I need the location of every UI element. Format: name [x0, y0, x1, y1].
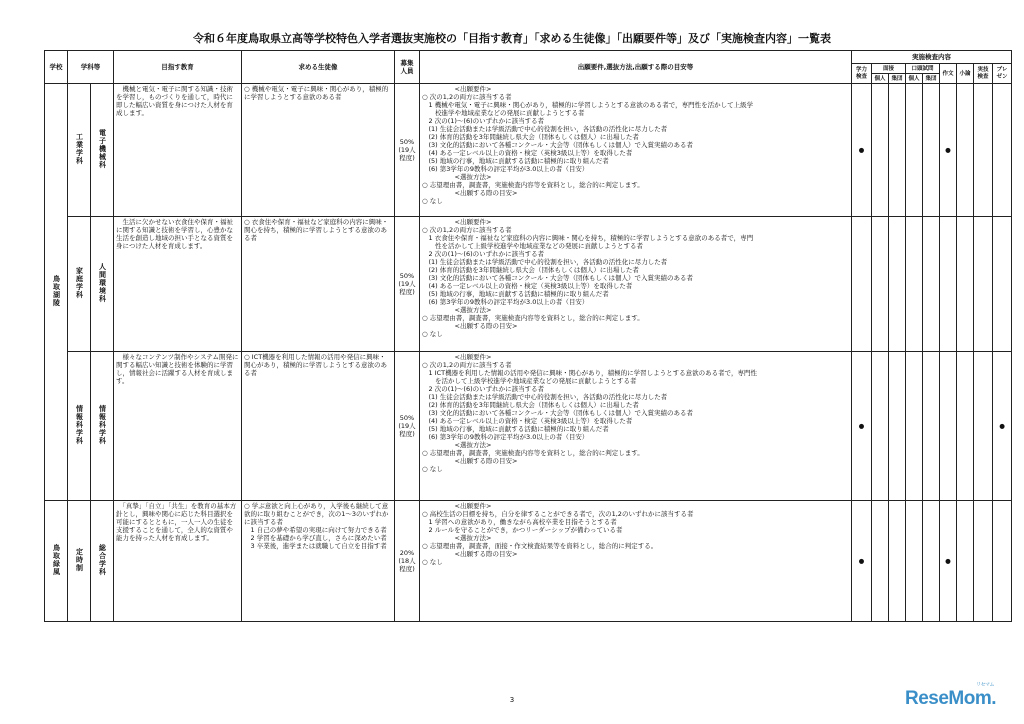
aim-text: 様々なコンテンツ制作やシステム開発に関する幅広い知識と技術を体験的に学習し，情報社会に活躍する人材を育成します。 [114, 352, 242, 501]
mark-cell [872, 84, 889, 217]
header-quota: 募集 人員 [395, 51, 420, 84]
mark-cell [940, 352, 957, 501]
dept-name: 電子機械科 [91, 84, 114, 217]
dept-group: 工業学科 [68, 84, 91, 217]
mark-cell [974, 217, 993, 352]
mark-cell [923, 84, 940, 217]
table-row [45, 352, 1012, 501]
quota-text: 50% (19人 程度) [395, 352, 420, 501]
requirements-text: <出願要件> ○ 次の1,2の両方に該当する者 1 ICT機器を利用した情報の活用や発信に興味・関心があり，積極的に学習しようとする意欲のある者で，専門性 を活かして上級学校進学や地域産業などの発展に貢献しようとする者 2 次の(1)～(6)のいずれかに該当する者 (1) 生徒会活動または学級活動で中心的役割を担い，各活動の活性化に尽力した者 (2) 体育的活動を3年間継続し県大会（団体もしくは個人）に出場した者 (3) 文化的活動において各種コンクール・大会等（団体もしくは個人）で入賞実績のある者 (4) ある一定レベル以上の資格・検定（英検3級以上等）を取得した者 (5) 地域の行事，地域に貢献する活動に積極的に取り組んだ者 (6) 第3学年の9教科の評定平均が3.0以上の者（目安） <選抜方法> ○ 志望理由書，調査書，実施検査内容等を資料とし，総合的に判定します。 <出願する際の目安> ○ なし [420, 352, 852, 501]
requirements-text: <出願要件> ○ 高校生活の目標を持ち，自分を律することができる者で，次の1,2のいずれかに該当する者 1 学習への意欲があり，働きながら高校卒業を目指そうとする者 2 ルールを守ることができ，かつリーダーシップが備わっている者 <選抜方法> ○ 志望理由書，調査書，面接・作文検査結果等を資料とし，総合的に判定する。 <出願する際の目安> ○ なし [420, 501, 852, 622]
dept-name: 情報科学科 [91, 352, 114, 501]
aim-text: 生活に欠かせない衣食住や保育・福祉に関する知識と技術を学習し，心豊かな生活を創造し地域の担い手となる資質を身につけた人材を育成します。 [114, 217, 242, 352]
header-jitsugi: 実技 検査 [974, 64, 993, 84]
dept-group: 定時制 [68, 501, 91, 622]
header-mensetsu-kojin: 個人 [872, 74, 889, 84]
mark-cell [906, 84, 923, 217]
mark-cell [993, 217, 1012, 352]
student-text: ○ ICT機器を利用した情報の活用や発信に興味・関心があり，積極的に学習しようとする意欲のある者 [242, 352, 395, 501]
aim-text: 「真摯」「自立」「共生」を教育の基本方針とし，興味や関心に応じた科目選択を可能にするとともに，一人一人の生徒を支援することを通して，全人的な資質や能力を持った人材を育成します。 [114, 501, 242, 622]
mark-cell: ● [852, 84, 872, 217]
header-koutou-kojin: 個人 [906, 74, 923, 84]
mark-cell [872, 501, 889, 622]
mark-cell [957, 501, 974, 622]
mark-cell [872, 352, 889, 501]
mark-cell [923, 352, 940, 501]
mark-cell: ● [940, 84, 957, 217]
resemom-logo: ReseMom. リセマム [905, 682, 997, 709]
header-koutou: 口頭試問 [906, 64, 940, 74]
mark-cell [889, 217, 906, 352]
quota-text: 50% (19人 程度) [395, 84, 420, 217]
header-mensetsu: 面接 [872, 64, 906, 74]
header-exam-group: 実施検査内容 [852, 51, 1012, 64]
header-presen: プレ ゼン [993, 64, 1012, 84]
mark-cell [974, 84, 993, 217]
mark-cell [957, 217, 974, 352]
header-mensetsu-shudan: 集団 [889, 74, 906, 84]
mark-cell [889, 84, 906, 217]
header-gakuryoku: 学力 検査 [852, 64, 872, 84]
mark-cell: ● [940, 501, 957, 622]
requirements-text: <出願要件> ○ 次の1,2の両方に該当する者 1 機械や電気・電子に興味・関心があり，積極的に学習しようとする意欲のある者で，専門性を活かして上級学 校進学や地域産業などの発展に貢献しようとする者 2 次の(1)～(6)のいずれかに該当する者 (1) 生徒会活動または学級活動で中心的役割を担い，各活動の活性化に尽力した者 (2) 体育的活動を3年間継続し県大会（団体もしくは個人）に出場した者 (3) 文化的活動において各種コンクール・大会等（団体もしくは個人）で入賞実績のある者 (4) ある一定レベル以上の資格・検定（英検3級以上等）を取得した者 (5) 地域の行事，地域に貢献する活動に積極的に取り組んだ者 (6) 第3学年の9教科の評定平均が3.0以上の者（目安） <選抜方法> ○ 志望理由書，調査書，実施検査内容等を資料とし，総合的に判定します。 <出願する際の目安> ○ なし [420, 84, 852, 217]
mark-cell: ● [852, 352, 872, 501]
quota-text: 50% (19人 程度) [395, 217, 420, 352]
dept-group: 情報科学科 [68, 352, 91, 501]
mark-cell [974, 352, 993, 501]
mark-cell [957, 352, 974, 501]
mark-cell: ● [852, 501, 872, 622]
mark-cell [993, 84, 1012, 217]
mark-cell [906, 217, 923, 352]
mark-cell [957, 84, 974, 217]
mark-cell [872, 217, 889, 352]
mark-cell [974, 501, 993, 622]
header-school: 学校 [45, 51, 68, 84]
quota-text: 20% (18人 程度) [395, 501, 420, 622]
school-name: 鳥取緑風 [45, 501, 68, 622]
header-dept: 学科等 [68, 51, 114, 84]
table-row [45, 217, 1012, 352]
student-text: ○ 学ぶ意欲と向上心があり，入学後も継続して意欲的に取り組むことができ，次の1～3のいずれかに該当する者 1 自己の夢や希望の実現に向けて努力できる者 2 学習を基礎から学び直し，さらに深めたい者 3 卒業後，進学または就職して自立を目指す者 [242, 501, 395, 622]
header-shoron: 小論 [957, 64, 974, 84]
page-number: 3 [509, 696, 515, 704]
mark-cell [923, 217, 940, 352]
table-row [45, 84, 1012, 217]
mark-cell [923, 501, 940, 622]
student-text: ○ 機械や電気・電子に興味・関心があり，積極的に学習しようとする意欲のある者 [242, 84, 395, 217]
selection-table [44, 50, 1012, 622]
header-aim: 目指す教育 [114, 51, 242, 84]
header-sakubun: 作文 [940, 64, 957, 84]
mark-cell [940, 217, 957, 352]
mark-cell [906, 501, 923, 622]
requirements-text: <出願要件> ○ 次の1,2の両方に該当する者 1 衣食住や保育・福祉など家庭科の内容に興味・関心を持ち，積極的に学習しようとする意欲のある者で，専門 性を活かして上級学校進学や地域産業などの発展に貢献しようとする者 2 次の(1)～(6)のいずれかに該当する者 (1) 生徒会活動または学級活動で中心的役割を担い，各活動の活性化に尽力した者 (2) 体育的活動を3年間継続し県大会（団体もしくは個人）に出場した者 (3) 文化的活動において各種コンクール・大会等（団体もしくは個人）で入賞実績のある者 (4) ある一定レベル以上の資格・検定（英検3級以上等）を取得した者 (5) 地域の行事，地域に貢献する活動に積極的に取り組んだ者 (6) 第3学年の9教科の評定平均が3.0以上の者（目安） <選抜方法> ○ 志望理由書，調査書，実施検査内容等を資料とし，総合的に判定します。 <出願する際の目安> ○ なし [420, 217, 852, 352]
page-title: 令和６年度鳥取県立高等学校特色入学者選抜実施校の「目指す教育」「求める生徒像」「出願要件等」及び「実施検査内容」一覧表 [193, 32, 831, 45]
dept-name: 総合学科 [91, 501, 114, 622]
dept-group: 家庭学科 [68, 217, 91, 352]
mark-cell [852, 217, 872, 352]
mark-cell [993, 501, 1012, 622]
mark-cell: ● [993, 352, 1012, 501]
aim-text: 機械と電気・電子に関する知識・技術を学習し，ものづくりを通して，時代に即した幅広い資質を身につけた人材を育成します。 [114, 84, 242, 217]
header-requirements: 出願要件,選抜方法,出願する際の目安等 [420, 51, 852, 84]
mark-cell [906, 352, 923, 501]
table-row [45, 501, 1012, 622]
student-text: ○ 衣食住や保育・福祉など家庭科の内容に興味・関心を持ち，積極的に学習しようとする意欲のある者 [242, 217, 395, 352]
mark-cell [889, 501, 906, 622]
header-student: 求める生徒像 [242, 51, 395, 84]
mark-cell [889, 352, 906, 501]
header-koutou-shudan: 集団 [923, 74, 940, 84]
school-name: 鳥取湖陵 [45, 84, 68, 501]
dept-name: 人間環境科 [91, 217, 114, 352]
